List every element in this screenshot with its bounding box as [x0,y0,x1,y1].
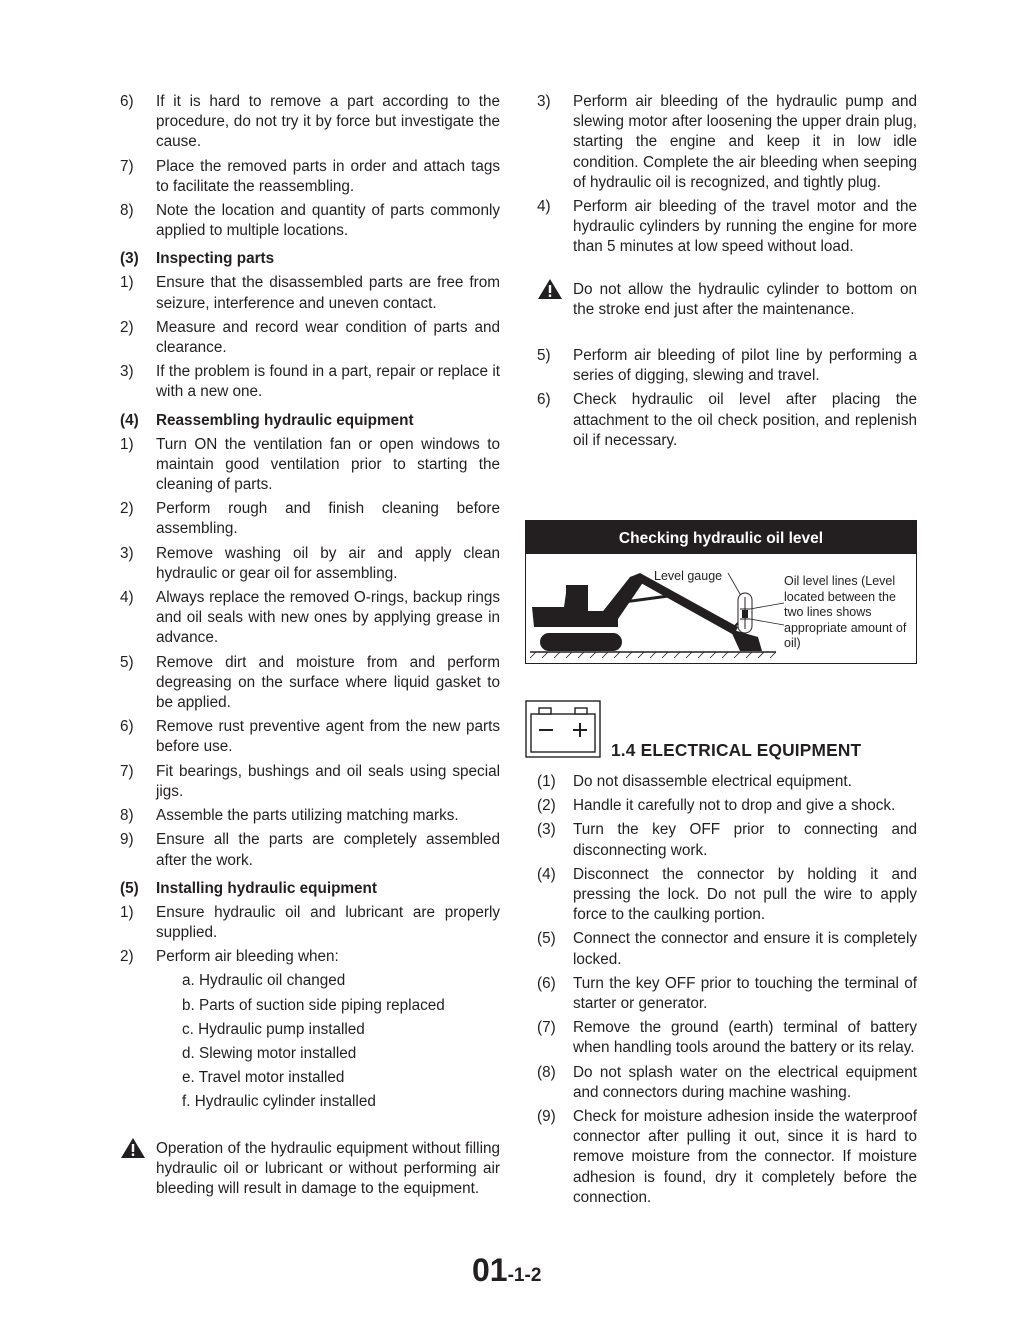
item-number: 2) [120,500,134,518]
item-text: Check for moisture adhesion inside the waterproof connector after pulling it out, since it is hard to remove moisture from the connector. If moisture adhesion is found, dry it completely before the connection. [573,1108,917,1206]
level-gauge-icon [738,593,784,633]
item-text: Remove rust preventive agent from the new parts before use. [156,718,500,756]
list-item [537,197,917,258]
item-number: 8) [120,807,134,825]
item-number: 2) [120,318,134,336]
item-text: Turn the key OFF prior to touching the terminal of starter or generator. [573,974,917,1013]
figure-title: Checking hydraulic oil level [526,521,916,554]
inspecting-list [120,273,500,402]
item-text: Do not disassemble electrical equipment. [573,773,852,790]
item-number: (5) [537,930,556,948]
list-item [120,201,500,241]
list-item [120,903,500,943]
level-gauge-label: Level gauge [654,569,723,583]
item-number: (9) [537,1108,556,1126]
item-text: Turn ON the ventilation fan or open windows to maintain good ventilation prior to starting the cleaning of parts. [156,435,500,494]
item-text: Measure and record wear condition of parts and clearance. [156,318,500,357]
list-item [537,772,917,792]
section-heading-inspecting: (3) Inspecting parts [120,250,275,268]
list-item [537,1063,917,1103]
list-item [537,865,917,926]
list-item [537,820,917,860]
item-text: Ensure that the disassembled parts are free from seizure, interference and uneven contact. [156,274,500,312]
sub-list-item: f. Hydraulic cylinder installed [182,1093,376,1111]
list-item [120,544,500,584]
oil-level-label: Oil level lines (Level located between the two lines shows appropriate amount of oil) [784,574,907,650]
list-item [537,1018,917,1058]
item-number: 6) [120,93,134,110]
item-number: 2) [120,948,134,966]
top-items-list [120,92,500,241]
item-text: Ensure all the parts are completely assembled after the work. [156,831,500,869]
item-number: (1) [537,773,556,790]
list-item [120,92,500,153]
item-number: 4) [537,198,551,216]
section-title-electrical: 1.4 ELECTRICAL EQUIPMENT [611,740,862,760]
item-number: 1) [120,903,134,921]
item-text: Perform air bleeding of pilot line by performing a series of digging, slewing and travel. [573,347,917,385]
item-number: 8) [120,202,134,220]
item-number: 5) [537,347,551,365]
air-bleeding-steps-a [537,92,917,258]
sub-list-item: c. Hydraulic pump installed [182,1020,365,1038]
item-text: Do not splash water on the electrical equipment and connectors during machine washing. [573,1063,917,1101]
list-item [537,390,917,451]
list-item [537,974,917,1014]
section-heading-installing: (5) Installing hydraulic equipment [120,879,377,897]
sub-list-item: d. Slewing motor installed [182,1044,357,1062]
item-number: 5) [120,653,134,671]
warning-note-left: Operation of the hydraulic equipment without filling hydraulic oil or lubricant or without performing air bleeding will result in damage to the equipment. [120,1139,500,1200]
item-number: 4) [120,589,134,607]
item-text: Ensure hydraulic oil and lubricant are properly supplied. [156,903,500,941]
sub-list-item: e. Travel motor installed [182,1069,345,1087]
item-number: (6) [537,974,556,992]
list-item [120,588,500,649]
item-number: 6) [120,718,134,736]
item-number: 3) [537,93,551,110]
section-heading-reassembling: (4) Reassembling hydraulic equipment [120,411,414,429]
left-column [120,92,500,1199]
item-text: Remove washing oil by air and apply clean hydraulic or gear oil for assembling. [156,544,500,582]
oil-level-figure [525,520,917,664]
list-item [120,273,500,313]
item-text: Remove dirt and moisture from and perform degreasing on the surface where liquid gasket to be applied. [156,653,500,712]
air-bleeding-steps-b [537,346,917,451]
item-text: Note the location and quantity of parts commonly applied to multiple locations. [156,202,500,240]
list-item [120,362,500,402]
item-text: Perform rough and finish cleaning before assembling. [156,500,500,538]
item-number: (8) [537,1063,556,1081]
list-item [120,653,500,714]
item-text: Perform air bleeding of the hydraulic pump and slewing motor after loosening the upper drain plug, starting the engine and keep it in low idle condition. Complete the air bleeding when seeping of hydraulic oil is recognized, and tightly plug. [573,93,917,191]
item-text: Perform air bleeding when: [156,948,339,966]
air-bleeding-sublist [120,971,500,1112]
item-number: 7) [120,762,134,780]
list-item [120,947,500,967]
list-item [120,806,500,826]
item-text: Always replace the removed O-rings, backup rings and oil seals with new ones by applying grease in advance. [156,589,500,647]
item-number: 3) [120,363,134,381]
electrical-list [537,772,917,1212]
item-text: Connect the connector and ensure it is completely locked. [573,930,917,968]
list-item [120,318,500,358]
item-number: 7) [120,157,134,175]
item-number: 6) [537,391,551,409]
item-text: Disconnect the connector by holding it and pressing the lock. Do not pull the wire to apply force to the caulking portion. [573,865,917,924]
item-number: 3) [120,544,134,562]
item-number: 1) [120,435,134,453]
item-text: Fit bearings, bushings and oil seals using special jigs. [156,762,500,800]
warning-icon [120,1139,156,1200]
list-item [120,762,500,802]
installing-list [120,903,500,968]
battery-icon [525,700,601,763]
list-item [120,435,500,496]
item-text: Turn the key OFF prior to connecting and disconnecting work. [573,821,917,859]
right-column [537,92,917,455]
item-number: (4) [537,865,556,883]
item-number: (2) [537,797,556,815]
list-item [537,796,917,816]
warning-note-right: Do not allow the hydraulic cylinder to bottom on the stroke end just after the maintenance. [537,280,917,320]
item-text: If it is hard to remove a part according to the procedure, do not try it by force but investigate the cause. [156,93,500,151]
list-item [120,157,500,197]
sub-list-item: a. Hydraulic oil changed [182,972,346,990]
item-number: (3) [537,821,556,839]
item-text: Assemble the parts utilizing matching marks. [156,807,459,825]
list-item [537,1107,917,1208]
item-text: Place the removed parts in order and attach tags to facilitate the reassembling. [156,157,500,195]
list-item [537,929,917,969]
item-text: Handle it carefully not to drop and give a shock. [573,797,896,815]
item-number: 1) [120,274,134,292]
list-item [120,717,500,757]
item-number: (7) [537,1019,556,1037]
item-text: Remove the ground (earth) terminal of battery when handling tools around the battery or its relay. [573,1019,917,1057]
warning-icon [537,280,573,320]
item-number: 9) [120,831,134,849]
list-item [120,499,500,539]
list-item [120,830,500,870]
item-text: Perform air bleeding of the travel motor and the hydraulic cylinders by running the engine for more than 5 minutes at low speed without load. [573,198,917,256]
page-number: 01-1-2 [472,1252,542,1288]
sub-list-item: b. Parts of suction side piping replaced [182,996,445,1014]
item-text: Check hydraulic oil level after placing the attachment to the oil check position, and replenish oil if necessary. [573,391,917,449]
reassembling-list [120,435,500,871]
list-item [537,92,917,193]
item-text: If the problem is found in a part, repair or replace it with a new one. [156,363,500,401]
list-item [537,346,917,386]
